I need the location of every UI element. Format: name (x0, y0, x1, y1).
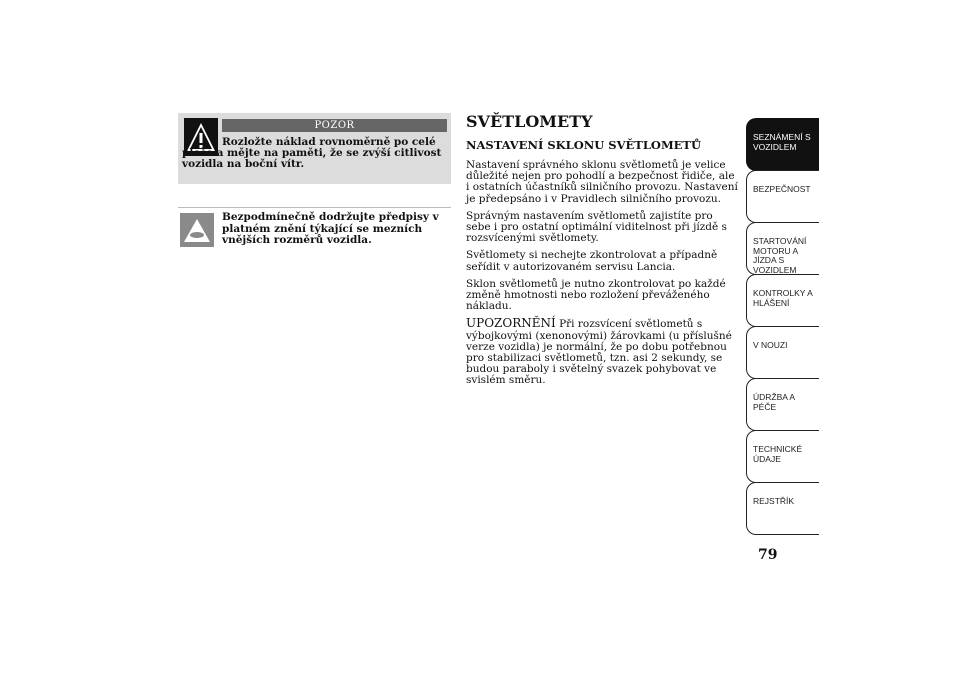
note-divider (178, 207, 451, 208)
note-body: Při rozsvícení světlometů s výbojkovými (xenonovými) žárovkami (u příslušné verze vozidla) je normální, že po dobu potřebnou pro stabilizaci světlometů, tzn. asi 2 sekundy, se budou paraboly i světelný svazek pohybovat ve svislém směru. (466, 318, 732, 387)
tab-v-nouzi[interactable]: V NOUZI (746, 326, 819, 379)
warning-text: Rozložte náklad rovnoměrně po celé ploše a mějte na paměti, že se zvýší citlivost vozidla na boční vítr. (182, 136, 442, 170)
note-text: Bezpodmínečně dodržujte předpisy v platném znění týkající se mezních vnějších rozměrů vozidla. (222, 211, 439, 246)
warning-header: POZOR (222, 119, 447, 132)
chapter-tabs (746, 118, 819, 534)
paragraph: Správným nastavením světlometů zajistíte pro sebe i pro ostatní optimální viditelnost při jízdě s rozsvícenými světlomety. (466, 209, 727, 245)
tab-startovani[interactable]: STARTOVÁNÍ MOTORU A JÍZDA S VOZIDLEM (746, 222, 819, 275)
tab-bezpecnost[interactable]: BEZPEČNOST (746, 170, 819, 223)
section-subtitle: NASTAVENÍ SKLONU SVĚTLOMETŮ (466, 138, 702, 152)
paragraph: Sklon světlometů je nutno zkontrolovat po každé změně hmotnosti nebo rozložení převáženého nákladu. (466, 277, 726, 313)
note-paragraph (466, 318, 740, 386)
tab-kontrolky[interactable]: KONTROLKY A HLÁŠENÍ (746, 274, 819, 327)
page-number: 79 (758, 547, 778, 563)
paragraph: Světlomety si nechejte zkontrolovat a případně seřídit v autorizovaném servisu Lancia. (466, 249, 718, 273)
tab-udrzba[interactable]: ÚDRŽBA A PÉČE (746, 378, 819, 431)
section-title: SVĚTLOMETY (466, 112, 593, 131)
tab-seznameni[interactable]: SEZNÁMENÍ S VOZIDLEM (746, 118, 819, 171)
paragraph: Nastavení správného sklonu světlometů je velice důležité nejen pro pohodlí a bezpečnost řidiče, ale i ostatních účastníků silničního provozu. Nastavení je předepsáno i v Pravidlech silničního provozu. (466, 159, 738, 205)
environment-note-icon (180, 213, 214, 247)
body-column (466, 160, 740, 393)
tab-technicke[interactable]: TECHNICKÉ ÚDAJE (746, 430, 819, 483)
warning-box (178, 113, 451, 184)
note-lead: UPOZORNĚNÍ (466, 316, 556, 331)
tab-rejstrik[interactable]: REJSTŘÍK (746, 482, 819, 535)
